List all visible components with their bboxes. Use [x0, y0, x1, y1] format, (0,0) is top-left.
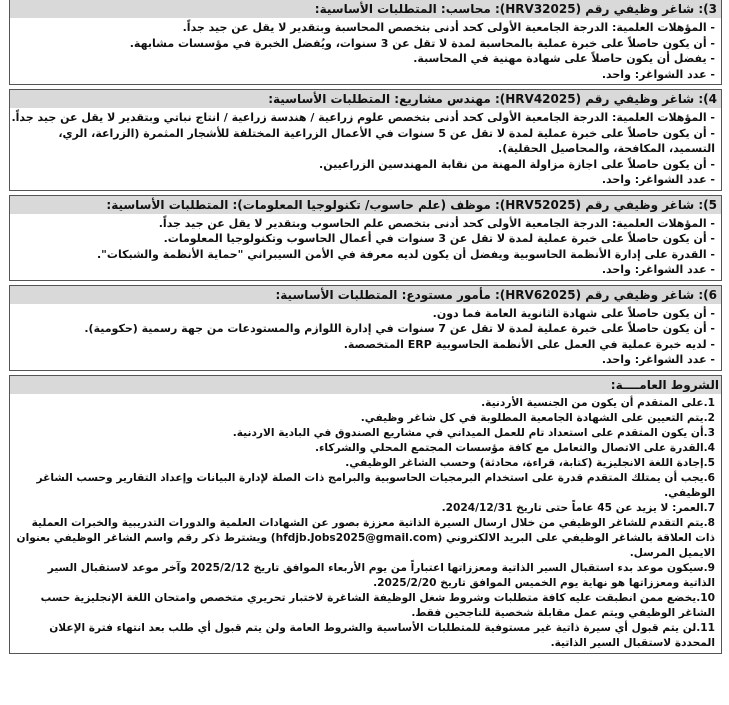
job-title: 6): شاغر وظيفي رقم (HRV62025): مأمور مستودع: المتطلبات الأساسية:	[10, 286, 721, 304]
job-vacancy-count: - عدد الشواغر: واحد.	[601, 263, 715, 276]
job-requirement: - أن يكون حاصلاً على اجازة مزاولة المهنة من نقابة المهندسين الزراعيين.	[319, 157, 715, 171]
job-requirement: - أن يكون حاصلاً على خبرة عملية لمدة لا تقل عن 3 سنوات في أعمال الحاسوب وتكنولوجيا المعلومات.	[163, 232, 715, 245]
job-requirement: - المؤهلات العلمية: الدرجة الجامعية الأولى كحد أدنى بتخصص المحاسبة وبتقدير لا يقل عن جيد جداً.	[182, 21, 715, 34]
job-section-accountant	[9, 0, 722, 85]
job-vacancy-count: - عدد الشواغر: واحد.	[601, 67, 715, 81]
job-requirement: - القدرة على إدارة الأنظمة الحاسوبية ويفضل أن يكون لديه معرفة في الأمن السيبراني "حماية الأنظمة والشبكات".	[96, 247, 715, 261]
job-requirement: - لديه خبرة عملية في العمل على الأنظمة الحاسوبية ERP المتخصصة.	[343, 337, 715, 351]
general-condition-item: 2.يتم التعيين على الشهادة الجامعية المطلوبة في كل شاغر وظيفي.	[360, 411, 715, 424]
general-conditions-title: الشروط العامــــة:	[10, 376, 721, 394]
job-section-it-employee	[9, 195, 722, 281]
general-condition-item: 4.القدرة على الاتصال والتعامل مع كافة مؤسسات المجتمع المحلي والشركاء.	[314, 441, 715, 454]
general-condition-item: 11.لن يتم قبول أي سيرة ذاتية غير مستوفية للمتطلبات الأساسية والشروط العامة ولن يتم قبول أي طلب بعد انتهاء فترة الإعلان المحددة لاستقبال السير الذاتية.	[49, 621, 715, 649]
general-condition-item: 5.إجادة اللغة الانجليزية (كتابة، قراءة، محادثة) وحسب الشاغر الوظيفي.	[345, 456, 715, 469]
general-condition-item: 6.يجب أن يمتلك المتقدم قدرة على استخدام البرمجيات الحاسوبية والبرامج ذات الصلة لإدارة البيانات وإعداد التقارير وحسب الشاغر الوظيفي.	[36, 471, 715, 499]
job-vacancy-count: - عدد الشواغر: واحد.	[601, 353, 715, 366]
job-section-warehouse-keeper	[9, 285, 722, 371]
job-requirement: - أن يكون حاصلاً على خبرة عملية لمدة لا تقل عن 5 سنوات في الأعمال الزراعية المختلفة للأشجار المثمرة (الزراعة، الري، التسميد، المكافحة، والمحاصيل الحقلية).	[58, 126, 715, 155]
general-condition-item: 7.العمر: لا يزيد عن 45 عاماً حتى تاريخ 2024/12/31.	[441, 501, 715, 514]
job-title: 5): شاغر وظيفي رقم (HRV52025): موظف (علم حاسوب/ تكنولوجيا المعلومات): المتطلبات الأساسية:	[10, 196, 721, 214]
job-requirement: - يفضل أن يكون حاصلاً على شهادة مهنية في المحاسبة.	[413, 52, 715, 65]
job-title: 4): شاغر وظيفي رقم (HRV42025): مهندس مشاريع: المتطلبات الأساسية:	[10, 90, 721, 108]
job-requirement: - أن يكون حاصلاً على خبرة عملية بالمحاسبة لمدة لا تقل عن 3 سنوات، ويُفضل الخبرة في مؤسسات مشابهة.	[129, 36, 715, 50]
general-conditions-section	[9, 375, 722, 654]
general-condition-item: 9.سيكون موعد بدء استقبال السير الذاتية ومعززاتها اعتباراً من يوم الأربعاء الموافق تاريخ 2025/2/12 وآخر موعد لاستقبال السير الذاتية ومعززاتها هو نهاية يوم الخميس الموافق تاريخ 2025/2/20.	[47, 561, 715, 589]
job-section-project-engineer	[9, 89, 722, 191]
job-requirement: - المؤهلات العلمية: الدرجة الجامعية الأولى كحد أدنى بتخصص علم الحاسوب وبتقدير لا يقل عن جيد جداً.	[158, 216, 715, 230]
general-condition-item: 8.يتم التقدم للشاغر الوظيفي من خلال ارسال السيرة الذاتية معززة بصور عن الشهادات العلمية والدورات التدريبية والخبرات العملية ذات العلاقة بالشاغر الوظيفي على البريد الالكتروني (hfdjb.Jobs2025@gmail.com) ويشترط ذكر رقم واسم الشاغر الوظيفي بعنوان الايميل المرسل.	[16, 516, 715, 559]
general-condition-item: 3.أن يكون المتقدم على استعداد تام للعمل الميداني في مشاريع الصندوق في البادية الاردنية.	[232, 426, 715, 439]
job-title: 3): شاغر وظيفي رقم (HRV32025): محاسب: المتطلبات الأساسية:	[10, 0, 721, 18]
job-requirement: - أن يكون حاصلاً على شهادة الثانوية العامة فما دون.	[432, 306, 715, 320]
job-vacancy-count: - عدد الشواغر: واحد.	[601, 173, 715, 186]
job-requirement: - المؤهلات العلمية: الدرجة الجامعية الأولى كحد أدنى بتخصص علوم زراعية / هندسة زراعية / انتاج نباتي وبتقدير لا يقل عن جيد جداً.	[11, 111, 715, 124]
job-requirement: - أن يكون حاصلاً على خبرة عملية لمدة لا تقل عن 7 سنوات في إدارة اللوازم والمستودعات من جهة رسمية (حكومية).	[84, 322, 715, 335]
general-condition-item: 1.على المتقدم أن يكون من الجنسية الأردنية.	[481, 396, 715, 409]
general-condition-item: 10.يخضع ممن انطبقت عليه كافة متطلبات وشروط شغل الوظيفة الشاغرة لاختبار تحريري متخصص وامتحان اللغة الإنجليزية حسب الشاغر الوظيفي ويتم عمل مقابلة شخصية للناجحين فقط.	[40, 591, 715, 619]
